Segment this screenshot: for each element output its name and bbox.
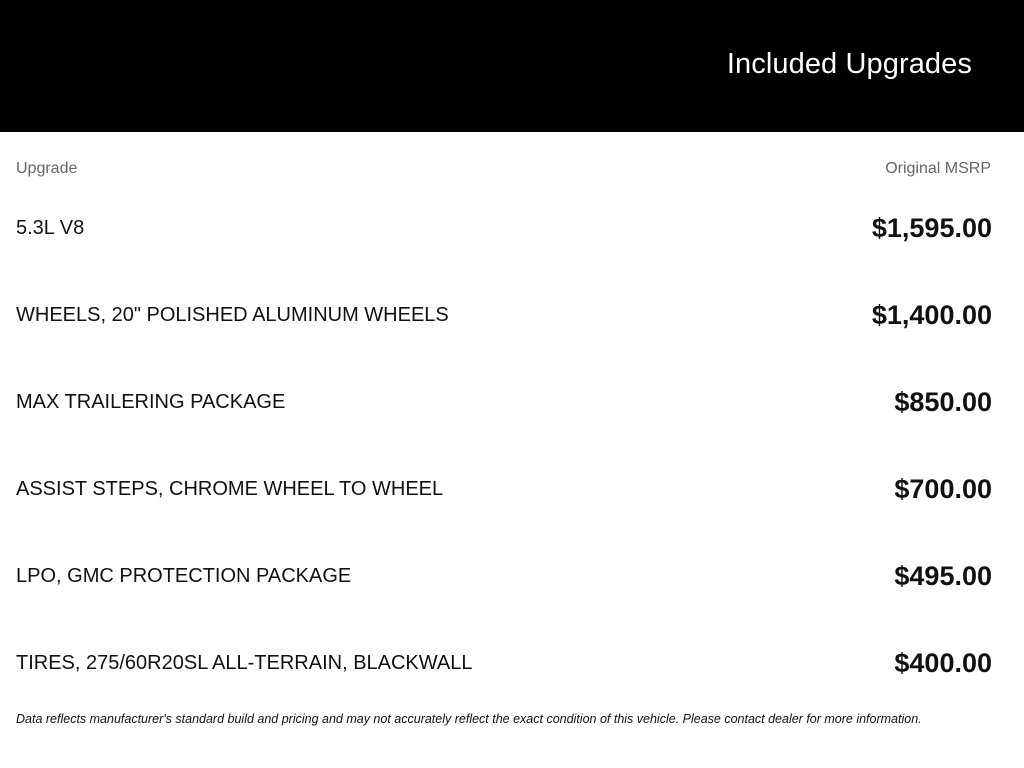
upgrade-name: WHEELS, 20" POLISHED ALUMINUM WHEELS — [16, 304, 449, 326]
upgrade-price: $1,595.00 — [871, 213, 992, 243]
upgrade-name: ASSIST STEPS, CHROME WHEEL TO WHEEL — [16, 478, 444, 500]
column-header-msrp: Original MSRP — [885, 160, 991, 177]
upgrade-price: $400.00 — [894, 648, 992, 678]
disclaimer-text: Data reflects manufacturer's standard build and pricing and may not accurately reflect the exact condition of this vehicle. Please contact dealer for more information. — [16, 712, 922, 726]
header-banner — [0, 0, 1024, 132]
page-title: Included Upgrades — [726, 48, 972, 80]
upgrade-row — [16, 446, 992, 533]
column-headers — [16, 160, 991, 178]
upgrade-row — [16, 359, 992, 446]
upgrade-name: LPO, GMC PROTECTION PACKAGE — [16, 565, 352, 587]
upgrade-price: $850.00 — [894, 387, 992, 417]
upgrade-row — [16, 272, 992, 359]
upgrade-price: $1,400.00 — [871, 300, 992, 330]
upgrade-name: 5.3L V8 — [16, 217, 85, 239]
upgrade-name: TIRES, 275/60R20SL ALL-TERRAIN, BLACKWALL — [16, 652, 473, 674]
upgrade-row — [16, 533, 992, 620]
column-header-upgrade: Upgrade — [16, 160, 78, 177]
upgrade-name: MAX TRAILERING PACKAGE — [16, 391, 286, 413]
upgrade-row — [16, 185, 992, 272]
upgrade-price: $495.00 — [894, 561, 992, 591]
upgrade-list — [16, 185, 992, 707]
upgrade-price: $700.00 — [894, 474, 992, 504]
upgrade-row — [16, 620, 992, 707]
